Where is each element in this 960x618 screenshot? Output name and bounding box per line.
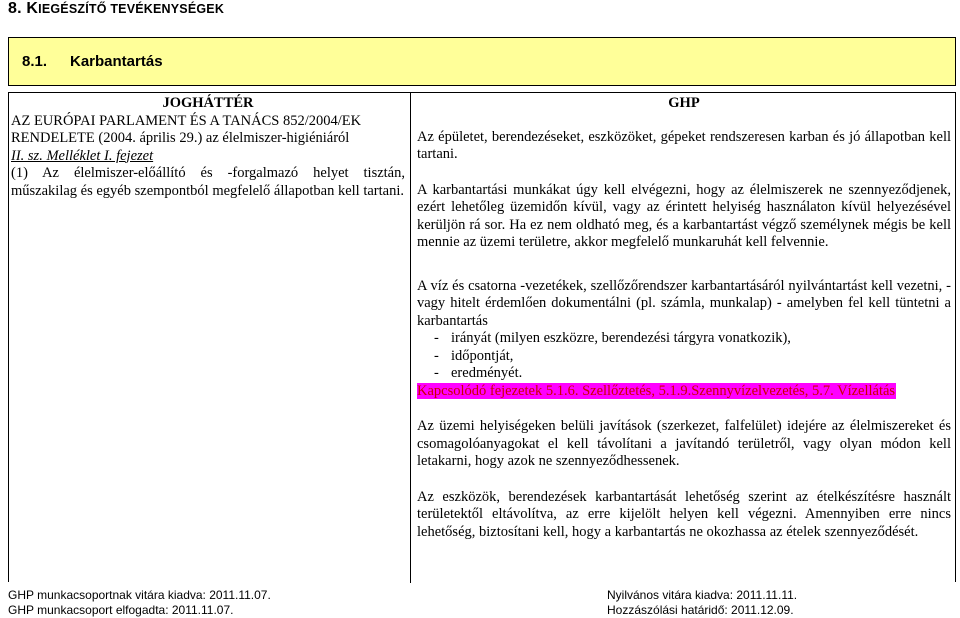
footer-comment-deadline: Hozzászólási határidő: 2011.12.09.: [607, 603, 794, 617]
footer-public-issued: Nyilvános vitára kiadva: 2011.11.11.: [607, 588, 798, 602]
ghp-paragraph-3: A víz és csatorna -vezetékek, szellőzőrendszer karbantartásáról nyilvántartást kell vezetni, - vagy hitelt érdemlően dokumentálni (pl. számla, munkalap) - amelyben fel kell tüntetni a karbantartás: [417, 277, 951, 329]
legal-background-column: [11, 95, 405, 200]
ghp-paragraph-1: Az épületet, berendezéseket, eszközöket, gépeket rendszeresen karban és jó állapotban kell tartani.: [417, 128, 951, 162]
list-item: - időpontját,: [434, 347, 514, 364]
section-number: 8.: [8, 0, 22, 17]
subsection-header: [8, 37, 956, 86]
regulation-line-1: AZ EURÓPAI PARLAMENT ÉS A TANÁCS 852/2004/EK: [11, 112, 362, 129]
footer-left: [8, 588, 271, 618]
regulation-paragraph: (1) Az élelmiszer-előállító és -forgalmazó helyet tisztán, műszakilag és egyéb szempontból megfelelő állapotban kell tartani.: [11, 165, 405, 199]
subsection-title: Karbantartás: [70, 53, 163, 70]
column-divider: [410, 93, 411, 583]
footer-working-group-issued: GHP munkacsoportnak vitára kiadva: 2011.11.07.: [8, 588, 271, 602]
regulation-line-2: RENDELETE (2004. április 29.) az élelmiszer-higiéniáról: [11, 130, 350, 146]
ghp-paragraph-5: Az eszközök, berendezések karbantartását lehetőség szerint az ételkészítésre használt területektől eltávolítva, az erre kijelölt helyen kell végezni. Amennyiben erre nincs lehetőség, biztosítani kell, hogy a karbantartás ne okozhassa az ételek szennyeződését.: [417, 488, 951, 540]
subsection-number: 8.1.: [22, 53, 48, 70]
ghp-heading: GHP: [668, 95, 700, 111]
footer-working-group-accepted: GHP munkacsoport elfogadta: 2011.11.07.: [8, 603, 234, 617]
section-title-rest: IEGÉSZÍTŐ TEVÉKENYSÉGEK: [38, 2, 225, 16]
footer-right: [607, 588, 797, 618]
related-chapters: Kapcsolódó fejezetek 5.1.6. Szellőztetés, 5.1.9.Szennyvízelvezetés, 5.7. Vízellátás: [417, 382, 896, 399]
list-item: - eredményét.: [434, 365, 523, 381]
section-title: [8, 0, 224, 18]
legal-background-heading: JOGHÁTTÉR: [162, 95, 254, 111]
ghp-column: [417, 95, 951, 541]
ghp-paragraph-4: Az üzemi helyiségeken belüli javítások (szerkezet, falfelület) idejére az élelmiszereket és csomagolóanyagokat el kell távolítani a javítandó területről, vagy olyan módon kell letakarni, hogy azok ne szennyeződhessenek.: [417, 418, 951, 469]
ghp-paragraph-2: A karbantartási munkákat úgy kell elvégezni, hogy az élelmiszerek ne szennyeződjenek, ezért lehetőleg üzemidőn kívül, vagy az érintett helyiség használaton kívül helyezésével kerüljön rá sor. Ha ez nem oldható meg, és a karbantartást végző személynek mégis be kell mennie az üzemi területre, akkor megfelelő munkaruhát kell felvennie.: [417, 181, 951, 250]
content-table: [8, 92, 956, 582]
section-title-initial: K: [26, 0, 39, 17]
list-item: - irányát (milyen eszközre, berendezési tárgyra vonatkozik),: [434, 330, 791, 346]
regulation-line-3: II. sz. Melléklet I. fejezet: [11, 147, 154, 164]
